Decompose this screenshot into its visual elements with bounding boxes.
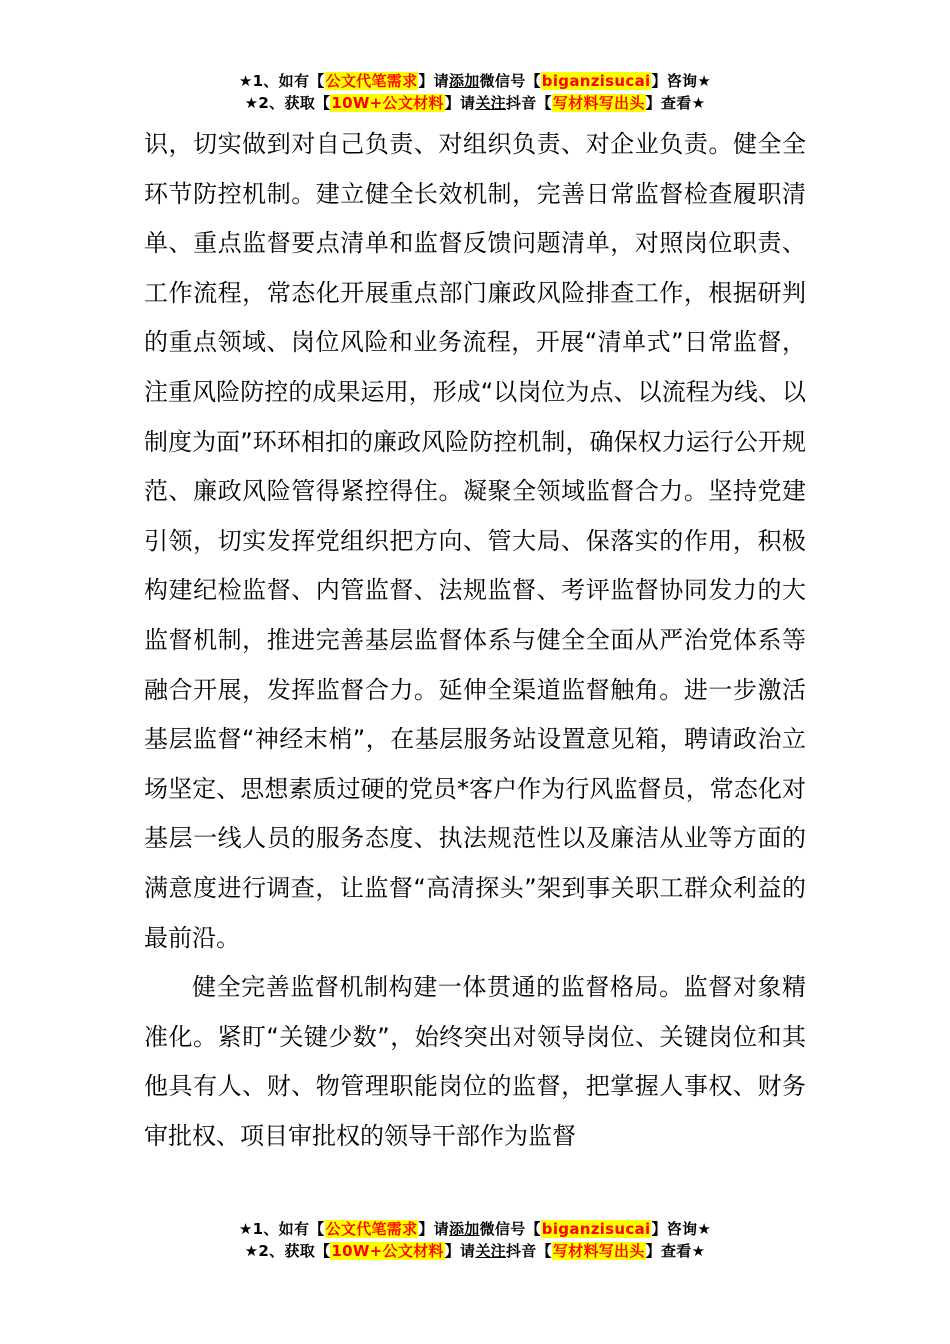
highlight-douyin-account: 写材料写出头 <box>552 94 645 112</box>
banner-underlined: 添加 <box>448 72 480 90</box>
banner-text: ★2、获取【 <box>244 94 331 112</box>
footer-banner-line2 <box>0 1240 950 1262</box>
banner-text: 】咨询★ <box>651 1220 712 1238</box>
highlight-douyin-account: 写材料写出头 <box>552 1242 645 1260</box>
banner-text: 抖音【 <box>505 94 552 112</box>
banner-text: 微信号【 <box>479 1220 541 1238</box>
banner-underlined: 添加 <box>448 1220 480 1238</box>
document-body <box>144 120 806 1161</box>
header-banner <box>0 70 950 114</box>
footer-banner-line1 <box>0 1218 950 1240</box>
banner-text: 抖音【 <box>505 1242 552 1260</box>
highlight-service: 公文代笔需求 <box>325 72 418 90</box>
body-paragraph-2: 健全完善监督机制构建一体贯通的监督格局。监督对象精准化。紧盯“关键少数”，始终突出对领导岗位、关键岗位和其他具有人、财、物管理职能岗位的监督，把掌握人事权、财务审批权、项目审批权的领导干部作为监督 <box>144 973 806 1150</box>
highlight-materials: 10W+公文材料 <box>331 1242 444 1260</box>
banner-text: ★1、如有【 <box>238 1220 325 1238</box>
header-banner-line1 <box>0 70 950 92</box>
header-banner-line2 <box>0 92 950 114</box>
banner-underlined: 关注 <box>475 1242 506 1260</box>
banner-text: 】咨询★ <box>651 72 712 90</box>
banner-text: 】请 <box>418 1220 449 1238</box>
banner-text: 】查看★ <box>645 1242 706 1260</box>
highlight-wechat-id: biganzisucai <box>541 72 651 90</box>
highlight-wechat-id: biganzisucai <box>541 1220 651 1238</box>
banner-text: 】查看★ <box>645 94 706 112</box>
highlight-materials: 10W+公文材料 <box>331 94 444 112</box>
highlight-service: 公文代笔需求 <box>325 1220 418 1238</box>
body-paragraph-1: 识，切实做到对自己负责、对组织负责、对企业负责。健全全环节防控机制。建立健全长效机制，完善日常监督检查履职清单、重点监督要点清单和监督反馈问题清单，对照岗位职责、工作流程，常态化开展重点部门廉政风险排查工作，根据研判的重点领域、岗位风险和业务流程，开展“清单式”日常监督，注重风险防控的成果运用，形成“以岗位为点、以流程为线、以制度为面”环环相扣的廉政风险防控机制，确保权力运行公开规范、廉政风险管得紧控得住。凝聚全领域监督合力。坚持党建引领，切实发挥党组织把方向、管大局、保落实的作用，积极构建纪检监督、内管监督、法规监督、考评监督协同发力的大监督机制，推进完善基层监督体系与健全全面从严治党体系等融合开展，发挥监督合力。延伸全渠道监督触角。进一步激活基层监督“神经末梢”，在基层服务站设置意见箱，聘请政治立场坚定、思想素质过硬的党员*客户作为行风监督员，常态化对基层一线人员的服务态度、执法规范性以及廉洁从业等方面的满意度进行调查，让监督“高清探头”架到事关职工群众利益的最前沿。 <box>144 130 806 952</box>
banner-text: ★1、如有【 <box>238 72 325 90</box>
banner-text: 微信号【 <box>479 72 541 90</box>
banner-text: 】请 <box>418 72 449 90</box>
banner-underlined: 关注 <box>475 94 506 112</box>
banner-text: 】请 <box>444 1242 476 1260</box>
banner-text: 】请 <box>444 94 476 112</box>
footer-banner <box>0 1218 950 1262</box>
banner-text: ★2、获取【 <box>244 1242 331 1260</box>
